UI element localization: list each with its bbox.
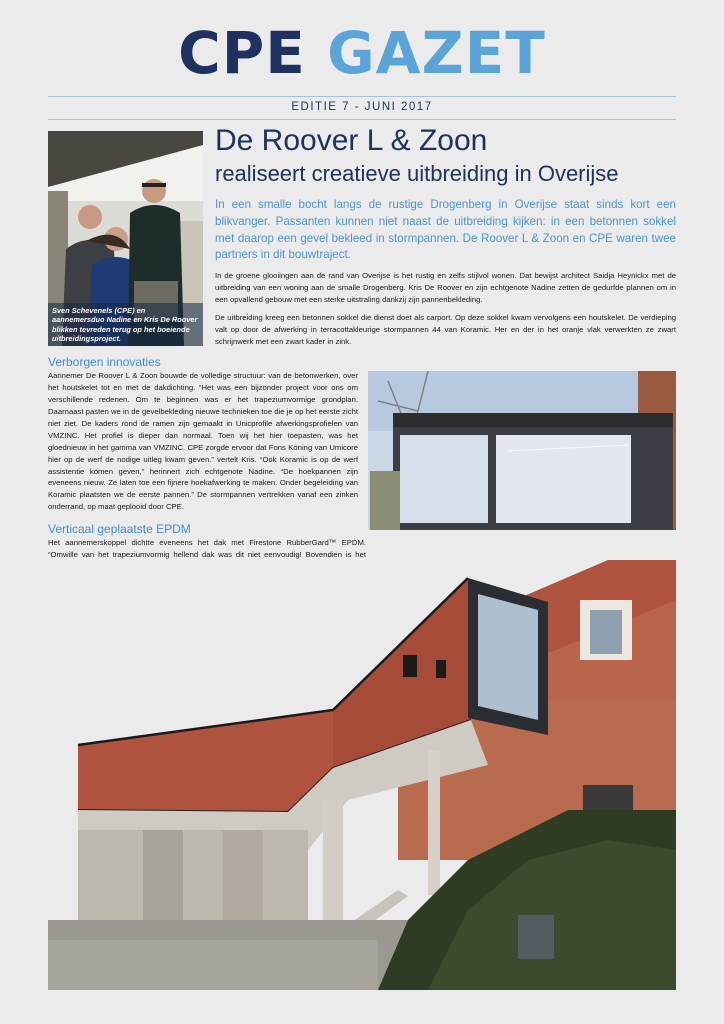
masthead-name: GAZET <box>327 19 546 87</box>
edition-label: EDITIE 7 - JUNI 2017 <box>291 101 433 113</box>
section-heading-innovaties: Verborgen innovaties <box>48 355 161 369</box>
photo-glass-room <box>368 371 676 530</box>
section-paragraph: Aannemer De Roover L & Zoon bouwde de volledige structuur: van de betonwerken, over het houtskelet tot en met de dakdichting. “Het was een bijzonder project voor ons om verschillende redenen. Om te beginnen was er het trapeziumvormige grondplan. Daarnaast pasten we in de gevelbekleding nieuwe technieken toe die je op het eerste zicht niet ziet. De kaders rond de ramen zijn gemaakt in Unicprofile afwerkingsprofielen van VMZINC. Het profiel is dieper dan normaal. Toen wij het hier toepasten, was het gloednieuw in het gamma van VMZINC. CPE zorgde ervoor dat Fons Koning van Umicore hier op de werf de nodige uitleg kwam geven.” vertelt Kris. “Ook Koramic is op de werf assistentie komen geven,” herinnert zich echtgenote Nadine. “De hoekpannen zijn eveneens nieuw. Ze laten toe een fijnere hoekafwerking te maken. Onder begeleiding van Koramic plaatsten we de eerste pannen.” De stormpannen vertrekken vanaf een zinken onderrand, op maat geplooid door CPE. <box>48 371 358 512</box>
photo-building <box>48 560 676 990</box>
intro-paragraph: In de groene glooiingen aan de rand van Overijse is het rustig en zelfs stijlvol wonen. Dat bewijst architect Saidja Heynickx met de uitbreiding van een woning aan de smalle Drogenberg. Kris De Roover en zijn echtgenote Nadine zetten de gedurfde plannen om in een opvallend gebouw met een sterke uitstraling dankzij zijn pannenbekleding. <box>215 271 676 304</box>
article-title: De Roover L & Zoon <box>215 124 488 157</box>
masthead-rule-bottom <box>48 119 676 120</box>
masthead <box>0 19 724 87</box>
masthead-brand: CPE <box>178 19 306 87</box>
intro-paragraph: De uitbreiding kreeg een betonnen sokkel die dienst doet als carport. Op deze sokkel kwam vervolgens een houtskelet. De verdieping valt op door de afwerking in terracottakleurige stormpannen 44 van Koramic. Her en der in het oranje vlak verwerkten ze zwart schrijnwerk met een zwart kader in zink. <box>215 312 676 346</box>
section-paragraph: Het aannemerskoppel dichtte eveneens het dak met Firestone RubberGard™ EPDM. “Omwille van het trapeziumvormig hellend dak was dit niet eenvoudig! Bovendien is het <box>48 538 366 559</box>
section-body-innovaties <box>48 370 358 521</box>
photo-caption: Sven Schevenels (CPE) en aannemersduo Nadine en Kris De Roover blikken tevreden terug op het boeiende uitbreidingsproject. <box>48 303 203 346</box>
article-lead: In een smalle bocht langs de rustige Drogenberg in Overijse staat sinds kort een blikvanger. Passanten kunnen niet naast de uitbreiding kijken: in een betonnen sokkel met daarop een gevel bekleed in stormpannen. De Roover L & Zoon en CPE waren twee partners in dit bouwtraject. <box>215 198 676 262</box>
section-heading-epdm: Verticaal geplaatste EPDM <box>48 522 191 536</box>
photo-portrait <box>48 131 203 346</box>
intro-text <box>215 270 676 354</box>
article-subtitle: realiseert creatieve uitbreiding in Overijse <box>215 161 619 186</box>
masthead-rule-top <box>48 96 676 97</box>
